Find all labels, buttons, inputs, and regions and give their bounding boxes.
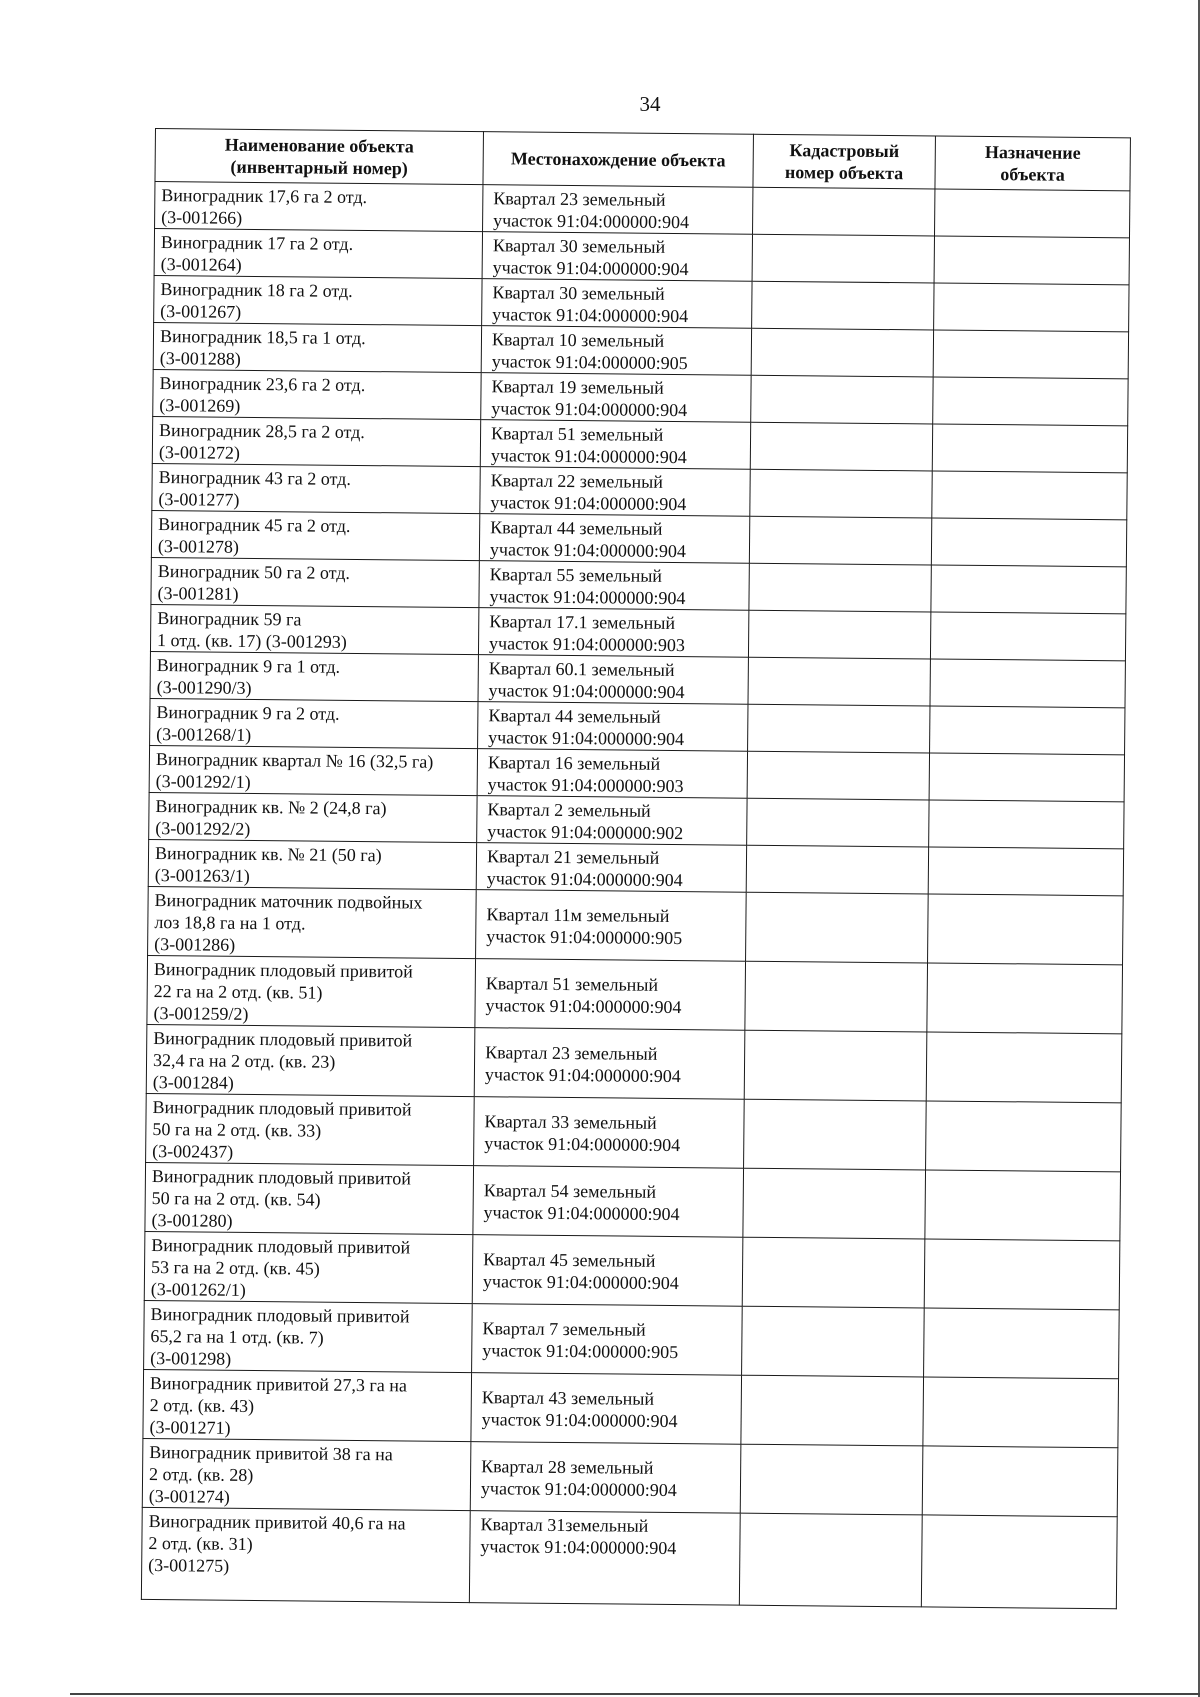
cell-location-line: участок 91:04:000000:904 [492, 257, 689, 280]
cell-name-line: Виноградник плодовый привитой [153, 959, 413, 982]
cell-cadastral [743, 1168, 926, 1239]
cell-purpose [922, 1446, 1118, 1517]
cell-name [146, 1093, 475, 1165]
cell-purpose [934, 189, 1129, 238]
cell-purpose [924, 1308, 1120, 1379]
cell-name-line: 53 га на 2 отд. (кв. 45) [150, 1257, 320, 1279]
cell-name-line: Виноградник привитой 40,6 га на [148, 1511, 406, 1534]
cell-purpose [934, 283, 1129, 332]
cell-location-line: участок 91:04:000000:903 [488, 633, 686, 656]
header-name: Наименование объекта (инвентарный номер) [155, 129, 483, 185]
cell-name [148, 839, 476, 889]
cell-name-line: 50 га на 2 отд. (кв. 54) [151, 1188, 321, 1210]
cell-name-line: (3-001275) [148, 1555, 230, 1576]
cell-name [146, 1024, 475, 1096]
cell-location [476, 843, 746, 893]
cell-location-line: участок 91:04:000000:904 [490, 492, 687, 515]
cell-name-line: (3-001271) [149, 1417, 231, 1438]
cell-purpose [924, 1239, 1120, 1310]
cell-name-line: Виноградник 9 га 1 отд. [156, 655, 341, 677]
cell-name [150, 651, 478, 701]
cell-location [478, 655, 748, 705]
cell-location [474, 1097, 745, 1169]
cell-name-line: Виноградник 17 га 2 отд. [160, 232, 354, 254]
cell-location [482, 279, 752, 329]
cell-purpose [934, 236, 1129, 285]
cell-location-line: Квартал 44 земельный [488, 705, 661, 727]
cell-name-line: Виноградник 18 га 2 отд. [160, 279, 353, 301]
cell-name-line: (3-001288) [159, 348, 241, 369]
cell-cadastral [748, 657, 930, 706]
cell-name [149, 745, 477, 795]
cell-purpose [923, 1377, 1119, 1448]
cell-location-line: Квартал 54 земельный [483, 1180, 657, 1202]
cell-cadastral [744, 1099, 927, 1170]
cell-location-line: участок 91:04:000000:904 [488, 727, 685, 750]
cell-purpose [932, 424, 1127, 473]
cell-location [478, 608, 748, 658]
cell-name-line: 50 га на 2 отд. (кв. 33) [152, 1119, 322, 1141]
cell-location-line: Квартал 22 земельный [490, 470, 663, 492]
cell-location-line: участок 91:04:000000:904 [483, 1202, 680, 1225]
table-header-row [155, 129, 1130, 191]
cell-location-line: Квартал 19 земельный [491, 376, 664, 398]
cell-purpose [933, 330, 1128, 379]
cell-name-line: Виноградник 59 га [157, 608, 302, 630]
cell-location-line: Квартал 23 земельный [485, 1042, 658, 1064]
cell-location [472, 1304, 743, 1376]
cell-name-line: (3-001280) [151, 1210, 233, 1231]
cell-name-line: лоз 18,8 га на 1 отд. [154, 912, 306, 934]
cell-cadastral [751, 328, 933, 377]
cell-purpose [925, 1170, 1121, 1241]
cell-location-line: Квартал 51 земельный [485, 973, 659, 995]
cell-cadastral [750, 422, 932, 471]
cell-name-line: 22 га на 2 отд. (кв. 51) [153, 981, 323, 1003]
cell-location-line: участок 91:04:000000:904 [482, 1271, 679, 1294]
table-row [143, 1369, 1119, 1447]
cell-name [145, 1162, 474, 1234]
table-row [146, 1093, 1122, 1171]
cell-name-line: Виноградник кв. № 21 (50 га) [154, 843, 382, 866]
cell-name-line: Виноградник 18,5 га 1 отд. [159, 326, 366, 349]
cell-name [153, 322, 481, 372]
cell-location-line: участок 91:04:000000:904 [480, 1478, 677, 1501]
cell-name-line: (3-001262/1) [150, 1279, 246, 1300]
cell-location [472, 1235, 743, 1307]
cell-cadastral [748, 610, 930, 659]
cell-location-line: Квартал 30 земельный [492, 235, 666, 257]
cell-name-line: Виноградник привитой 27,3 га на [149, 1373, 408, 1396]
cell-name-line: (3-001263/1) [154, 865, 250, 886]
cell-name [149, 792, 477, 842]
cell-name-line: 2 отд. (кв. 28) [148, 1464, 254, 1486]
cell-name-line: 2 отд. (кв. 31) [148, 1533, 253, 1555]
cell-name-line: Виноградник кв. № 2 (24,8 га) [155, 796, 387, 819]
cell-name-line: Виноградник привитой 38 га на [149, 1442, 393, 1465]
cell-location [481, 373, 751, 423]
table-row [147, 955, 1123, 1033]
cell-location-line: участок 91:04:000000:904 [486, 868, 683, 891]
cell-location-line: Квартал 60.1 земельный [488, 658, 675, 681]
cell-purpose [929, 753, 1124, 802]
cell-cadastral [747, 798, 929, 847]
table-body [141, 182, 1130, 1609]
cell-name-line: Виноградник плодовый привитой [151, 1235, 411, 1258]
cell-name-line: 1 отд. (кв. 17) (3-001293) [156, 630, 347, 652]
cell-location [470, 1442, 741, 1514]
scan-edge-bottom [70, 1693, 1200, 1695]
cell-name-line: (3-001290/3) [156, 677, 252, 698]
cell-location [479, 561, 749, 611]
cell-location-line: Квартал 28 земельный [481, 1456, 654, 1478]
cell-location [479, 514, 749, 564]
table-row [148, 886, 1124, 964]
cell-purpose [929, 800, 1124, 849]
page-number: 34 [639, 92, 661, 116]
cell-cadastral [742, 1237, 925, 1308]
cell-name-line: (3-001274) [148, 1486, 230, 1507]
cell-purpose [932, 471, 1127, 520]
cell-name [154, 229, 482, 279]
cell-name [154, 275, 482, 325]
cell-name-line: Виноградник 43 га 2 отд. [158, 467, 351, 489]
cell-location-line: участок 91:04:000000:904 [480, 1536, 677, 1559]
cell-location-line: Квартал 55 земельный [489, 564, 663, 586]
header-purpose: Назначение объекта [935, 136, 1130, 191]
cell-location-line: Квартал 31земельный [480, 1514, 649, 1536]
cell-name-line: (3-001267) [160, 301, 242, 322]
cell-name [143, 1369, 472, 1441]
cell-location [483, 185, 753, 235]
cell-name [150, 604, 478, 654]
cell-location-line: Квартал 51 земельный [490, 423, 664, 445]
cell-name-line: Виноградник плодовый привитой [152, 1097, 412, 1120]
cell-name-line: (3-001277) [158, 489, 240, 510]
cell-location [480, 420, 750, 470]
cell-location-line: Квартал 33 земельный [484, 1111, 657, 1133]
table-row [150, 604, 1125, 660]
cell-location-line: участок 91:04:000000:904 [491, 398, 688, 421]
cell-cadastral [749, 516, 931, 565]
cell-name [142, 1438, 471, 1510]
cell-cadastral [753, 187, 935, 236]
table-row [146, 1024, 1122, 1102]
header-location: Местонахождение объекта [483, 132, 753, 188]
cell-location [482, 232, 752, 282]
cell-cadastral [742, 1306, 925, 1377]
cell-name [155, 182, 483, 232]
cell-purpose [930, 706, 1125, 755]
cell-cadastral [752, 281, 934, 330]
cell-name-line: (3-001268/1) [156, 724, 252, 745]
cell-location [481, 326, 751, 376]
cell-name [152, 416, 480, 466]
cell-purpose [926, 1032, 1122, 1103]
cell-location-line: Квартал 2 земельный [487, 799, 651, 821]
cell-name [147, 955, 476, 1027]
cell-location-line: участок 91:04:000000:904 [489, 539, 686, 562]
cell-location-line: Квартал 30 земельный [492, 282, 665, 304]
cell-location-line: Квартал 7 земельный [482, 1318, 646, 1340]
cell-name-line: (3-001269) [159, 395, 241, 416]
cell-location-line: участок 91:04:000000:904 [489, 586, 686, 609]
cell-cadastral [747, 751, 929, 800]
cell-cadastral [740, 1444, 923, 1515]
cell-location-line: участок 91:04:000000:904 [484, 1133, 681, 1156]
cell-location-line: Квартал 43 земельный [481, 1387, 655, 1409]
cell-name [141, 1507, 470, 1602]
cell-cadastral [749, 563, 931, 612]
cell-location [469, 1511, 740, 1606]
cell-location-line: Квартал 44 земельный [490, 517, 663, 539]
cell-name-line: 2 отд. (кв. 43) [149, 1395, 255, 1417]
cell-name-line: Виноградник 50 га 2 отд. [157, 561, 351, 583]
cell-name [152, 463, 480, 513]
table-row [144, 1231, 1120, 1309]
cell-name-line: (3-001278) [157, 536, 240, 557]
cell-name-line: Виноградник маточник подвойных [154, 890, 423, 913]
cell-purpose [927, 963, 1123, 1034]
cell-purpose [928, 847, 1123, 896]
cell-cadastral [751, 375, 933, 424]
cell-location [476, 890, 747, 962]
cell-name-line: (3-001284) [152, 1072, 234, 1093]
cell-cadastral [750, 469, 932, 518]
cell-cadastral [745, 961, 928, 1032]
cell-location-line: Квартал 16 земельный [487, 752, 661, 774]
cell-name-line: Виноградник квартал № 16 (32,5 га) [155, 749, 434, 772]
cell-purpose [928, 894, 1124, 965]
cell-location-line: участок 91:04:000000:905 [486, 926, 683, 949]
cell-location [478, 702, 748, 752]
cell-name-line: 65,2 га на 1 отд. (кв. 7) [150, 1326, 324, 1348]
cell-purpose [926, 1101, 1122, 1172]
cell-location-line: участок 91:04:000000:902 [487, 821, 684, 844]
cell-name-line: Виноградник 17,6 га 2 отд. [161, 185, 368, 208]
cell-name-line: Виноградник 45 га 2 отд. [158, 514, 351, 536]
cell-location-line: участок 91:04:000000:904 [488, 680, 685, 703]
cell-name [144, 1300, 473, 1372]
cell-location-line: Квартал 21 земельный [486, 846, 660, 868]
cell-location [471, 1373, 742, 1445]
cell-name-line: Виноградник 23,6 га 2 отд. [159, 373, 366, 396]
cell-location-line: участок 91:04:000000:903 [487, 774, 684, 797]
cell-name-line: (3-001286) [154, 934, 236, 955]
cell-name [151, 510, 479, 560]
cell-cadastral [744, 1030, 927, 1101]
cell-location-line: Квартал 17.1 земельный [489, 611, 676, 634]
cell-location-line: Квартал 23 земельный [493, 188, 666, 210]
cell-purpose [933, 377, 1128, 426]
cell-name-line: (3-001298) [150, 1348, 232, 1369]
cell-name [151, 557, 479, 607]
cell-location [480, 467, 750, 517]
cell-name [144, 1231, 473, 1303]
cell-purpose [930, 612, 1125, 661]
cell-purpose [931, 518, 1126, 567]
cell-cadastral [739, 1513, 922, 1607]
cell-name-line: (3-001259/2) [153, 1003, 249, 1024]
cell-location-line: участок 91:04:000000:904 [485, 995, 682, 1018]
cell-name-line: (3-001292/1) [155, 771, 251, 792]
cell-location [477, 749, 747, 799]
cell-location-line: Квартал 45 земельный [483, 1249, 656, 1271]
cell-location-line: участок 91:04:000000:905 [491, 351, 688, 374]
cell-name-line: (3-001281) [157, 583, 239, 604]
cell-name-line: Виноградник плодовый привитой [153, 1028, 413, 1051]
cell-location-line: участок 91:04:000000:904 [481, 1409, 678, 1432]
cell-location-line: участок 91:04:000000:904 [492, 304, 689, 327]
cell-name-line: (3-001264) [160, 254, 242, 275]
cell-location-line: участок 91:04:000000:905 [482, 1340, 679, 1363]
table-row [145, 1162, 1121, 1240]
cell-name [153, 369, 481, 419]
cell-location [477, 796, 747, 846]
cell-cadastral [752, 234, 934, 283]
cell-location-line: участок 91:04:000000:904 [493, 210, 690, 233]
cell-name-line: Виноградник 28,5 га 2 отд. [159, 420, 365, 443]
cell-name-line: (3-002437) [152, 1141, 234, 1162]
cell-location-line: Квартал 11м земельный [486, 904, 670, 926]
cell-purpose [921, 1515, 1117, 1609]
cell-location-line: Квартал 10 земельный [491, 329, 665, 351]
header-cadastral: Кадастровый номер объекта [753, 134, 936, 189]
cell-name-line: 32,4 га на 2 отд. (кв. 23) [152, 1050, 336, 1072]
cell-purpose [931, 565, 1126, 614]
cell-location-line: участок 91:04:000000:904 [484, 1064, 681, 1087]
property-table [141, 128, 1131, 1609]
cell-name [150, 698, 478, 748]
cell-cadastral [746, 892, 929, 963]
cell-cadastral [741, 1375, 924, 1446]
cell-location-line: участок 91:04:000000:904 [490, 445, 687, 468]
cell-name-line: (3-001272) [158, 442, 240, 463]
cell-location [474, 1028, 745, 1100]
table-row [142, 1438, 1118, 1516]
cell-location [473, 1166, 744, 1238]
cell-name-line: Виноградник плодовый привитой [151, 1166, 411, 1189]
cell-purpose [930, 659, 1125, 708]
cell-name-line: (3-001266) [161, 207, 243, 228]
cell-name [148, 886, 477, 958]
table-row [141, 1507, 1117, 1608]
cell-name-line: (3-001292/2) [155, 818, 251, 839]
cell-cadastral [746, 845, 928, 894]
cell-name-line: Виноградник 9 га 2 отд. [156, 702, 340, 724]
cell-cadastral [748, 704, 930, 753]
cell-name-line: Виноградник плодовый привитой [150, 1304, 410, 1327]
table-row [144, 1300, 1120, 1378]
cell-location [475, 959, 746, 1031]
